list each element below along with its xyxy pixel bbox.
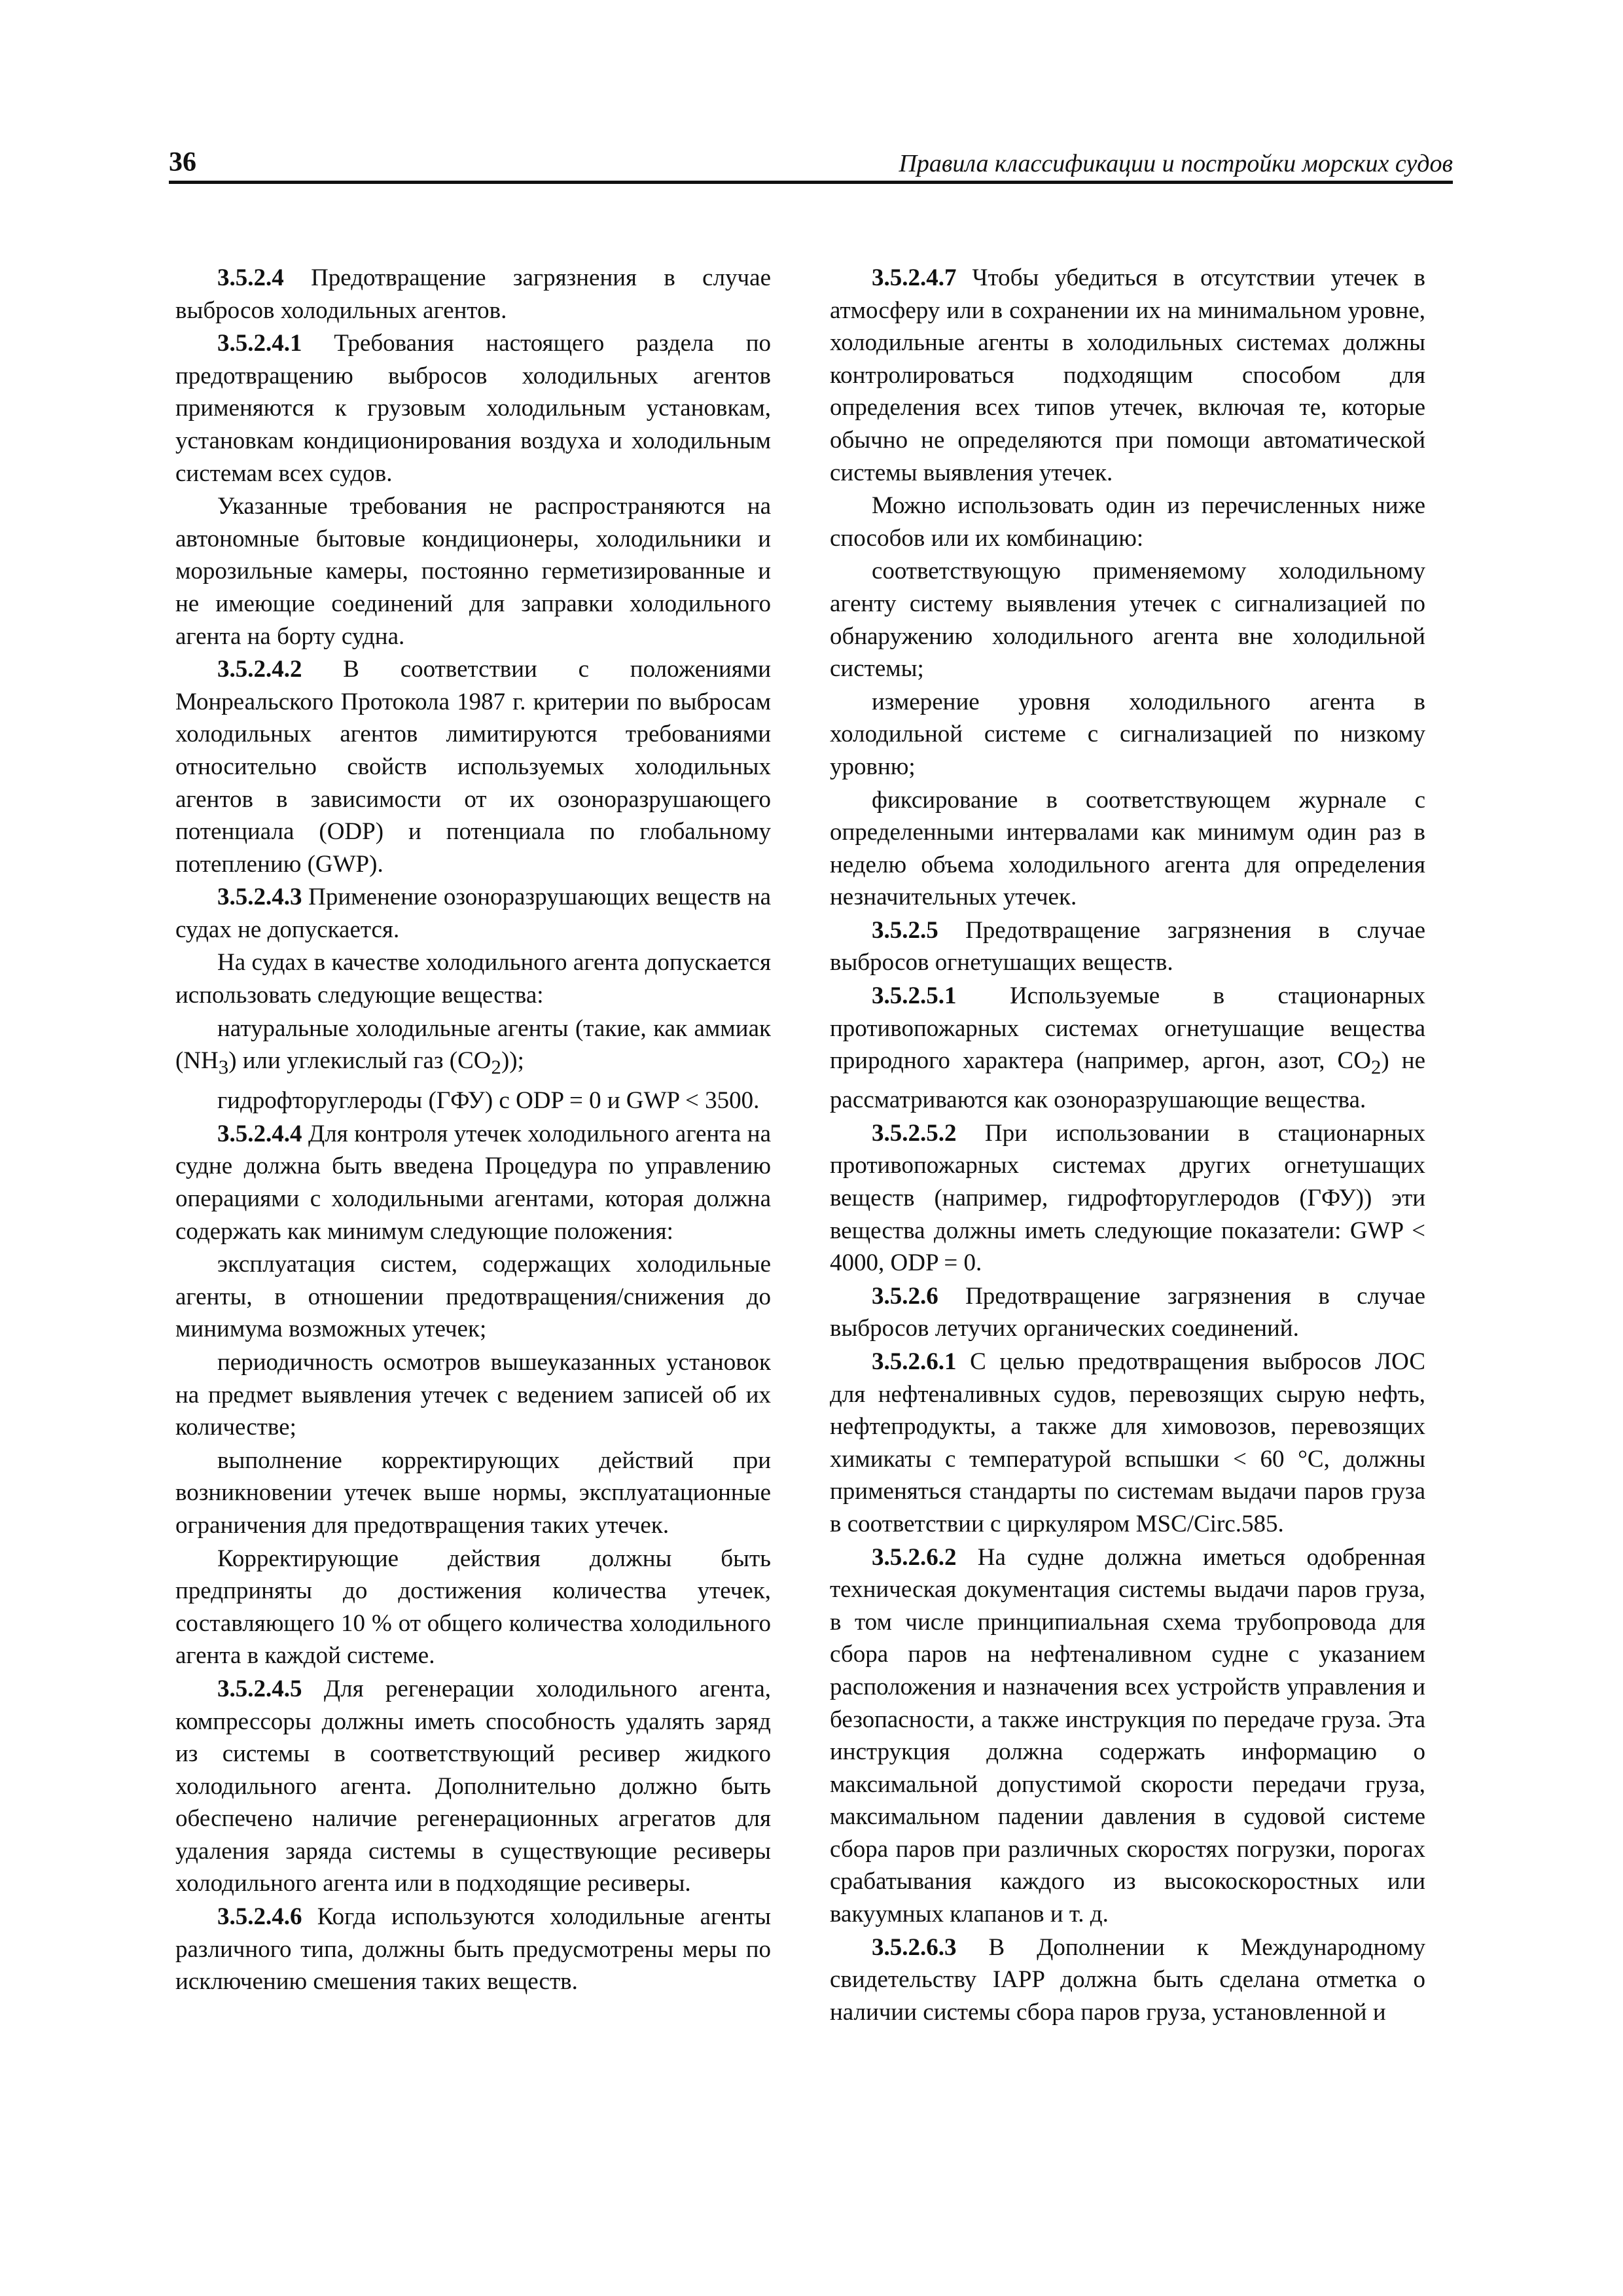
clause-number: 3.5.2.4.3 [217,884,302,911]
paragraph: 3.5.2.4.7 Чтобы убедиться в отсутствии утечек в атмосферу или в сохранении их на минимальном уровне, холодильные агенты в холодильных системах должны контролироваться подходящим способом для определения всех типов утечек, включая те, которые обычно не определяются при помощи автоматической системы выявления утечек. [830,264,1425,486]
clause-number: 3.5.2.4.1 [217,330,302,357]
clause-number: 3.5.2.4 [217,264,284,291]
list-item: натуральные холодильные агенты (такие, как аммиак $(NH_3)$ или углекислый газ $(CO_2)$); [175,1014,771,1079]
clause-number: 3.5.2.4.2 [217,656,302,683]
clause-number: 3.5.2.6 [872,1282,938,1310]
paragraph: 3.5.2.6.1 С целью предотвращения выбросов ЛОС для нефтеналивных судов, перевозящих сырую нефть, нефтепродукты, а также для химовозов, перевозящих химикаты с температурой вспышки < 60 °C, должны применяться стандарты по системам выдачи паров груза в соответствии с циркуляром MSC/Circ.585. [830,1348,1425,1537]
list-item: периодичность осмотров вышеуказанных установок на предмет выявления утечек с ведением записей об их количестве; [175,1348,771,1441]
paragraph: На судах в качестве холодильного агента допускается использовать следующие вещества: [175,949,771,1009]
paragraph: 3.5.2.6 Предотвращение загрязнения в случае выбросов летучих органических соединений. [830,1282,1425,1342]
paragraph: Можно использовать один из перечисленных ниже способов или их комбинацию: [830,492,1425,552]
paragraph: 3.5.2.4.4 Для контроля утечек холодильного агента на судне должна быть введена Процедура по управлению операциями с холодильными агентами, которая должна содержать как минимум следующие положения: [175,1120,771,1245]
paragraph: 3.5.2.4.2 В соответствии с положениями Монреальского Протокола 1987 г. критерии по выбросам холодильных агентов лимитируются требованиями относительно свойств используемых холодильных агентов в зависимости от их озоноразрушающего потенциала (ODP) и потенциала по глобальному потеплению (GWP). [175,656,771,878]
paragraph: 3.5.2.5.1 Используемые в стационарных противопожарных системах огнетушащие вещества природного характера (например, аргон, азот, $CO_2$) не рассматриваются как озоноразрушающие вещества. [830,982,1426,1114]
list-item: гидрофторуглероды (ГФУ) с ODP = 0 и GWP < 3500. [217,1087,760,1115]
clause-number: 3.5.2.4.5 [217,1675,302,1702]
clause-number: 3.5.2.5.1 [872,982,957,1010]
list-item: эксплуатация систем, содержащих холодильные агенты, в отношении предотвращения/снижения до минимума возможных утечек; [175,1251,771,1343]
list-item: фиксирование в соответствующем журнале с определенными интервалами как минимум один раз в неделю объема холодильного агента для определения незначительных утечек. [830,786,1425,911]
paragraph: Указанные требования не распространяются на автономные бытовые кондиционеры, холодильники и морозильные камеры, постоянно герметизированные и не имеющие соединений для заправки холодильного агента на борту судна. [175,493,771,650]
list-item: выполнение корректирующих действий при возникновении утечек выше нормы, эксплуатационные ограничения для предотвращения таких утечек. [175,1446,771,1539]
clause-number: 3.5.2.6.2 [872,1543,957,1571]
clause-number: 3.5.2.6.1 [872,1348,957,1375]
running-title: Правила классификации и постройки морских судов [899,150,1453,177]
clause-number: 3.5.2.4.4 [217,1120,302,1147]
paragraph: 3.5.2.4.6 Когда используются холодильные агенты различного типа, должны быть предусмотрены меры по исключению смешения таких веществ. [175,1903,771,1996]
clause-number: 3.5.2.5 [872,916,938,944]
paragraph: 3.5.2.4.1 Требования настоящего раздела по предотвращению выбросов холодильных агентов применяются к грузовым холодильным установкам, установкам кондиционирования воздуха и холодильным системам всех судов. [175,330,771,487]
clause-number: 3.5.2.4.6 [217,1903,302,1931]
clause-number: 3.5.2.4.7 [872,264,957,291]
paragraph: Корректирующие действия должны быть предприняты до достижения количества утечек, составляющего 10 % от общего количества холодильного агента в каждой системе. [175,1545,771,1670]
paragraph: 3.5.2.5.2 При использовании в стационарных противопожарных системах других огнетушащих веществ (например, гидрофторуглеродов (ГФУ)) эти вещества должны иметь следующие показатели: GWP < 4000, ODP = 0. [830,1119,1425,1277]
paragraph: 3.5.2.4.5 Для регенерации холодильного агента, компрессоры должны иметь способность удалять заряд из системы в соответствующий ресивер жидкого холодильного агента. Дополнительно должно быть обеспечено наличие регенерационных агрегатов для удаления заряда системы в существующие ресиверы холодильного агента или в подходящие ресиверы. [175,1675,771,1897]
paragraph: 3.5.2.4 Предотвращение загрязнения в случае выбросов холодильных агентов. [175,264,771,324]
list-item: измерение уровня холодильного агента в холодильной системе с сигнализацией по низкому уровню; [830,688,1425,780]
paragraph: 3.5.2.6.3 В Дополнении к Международному свидетельству IAPP должна быть сделана отметка о наличии системы сбора паров груза, установленной и [830,1933,1425,2026]
right-column [830,262,1425,2029]
paragraph: 3.5.2.5 Предотвращение загрязнения в случае выбросов огнетушащих веществ. [830,916,1425,977]
list-item: соответствующую применяемому холодильному агенту систему выявления утечек с сигнализацией по обнаружению холодильного агента вне холодильной системы; [830,558,1425,683]
paragraph: 3.5.2.4.3 Применение озоноразрушающих веществ на судах не допускается. [175,884,771,943]
clause-number: 3.5.2.6.3 [872,1933,957,1961]
clause-number: 3.5.2.5.2 [872,1119,957,1147]
page-number: 36 [169,147,196,177]
left-column [175,262,771,1999]
paragraph: 3.5.2.6.2 На судне должна иметься одобренная техническая документация системы выдачи паров груза, в том числе принципиальная схема трубопровода для сбора паров на нефтеналивном судне с указанием расположения и назначения всех устройств управления и безопасности, а также инструкция по передаче груза. Эта инструкция должна содержать информацию о максимальной допустимой скорости передачи груза, максимальном падении давления в судовой системе сбора паров при различных скоростях погрузки, порогах срабатывания каждого из высокоскоростных или вакуумных клапанов и т. д. [830,1543,1425,1928]
page-header [169,143,1453,184]
